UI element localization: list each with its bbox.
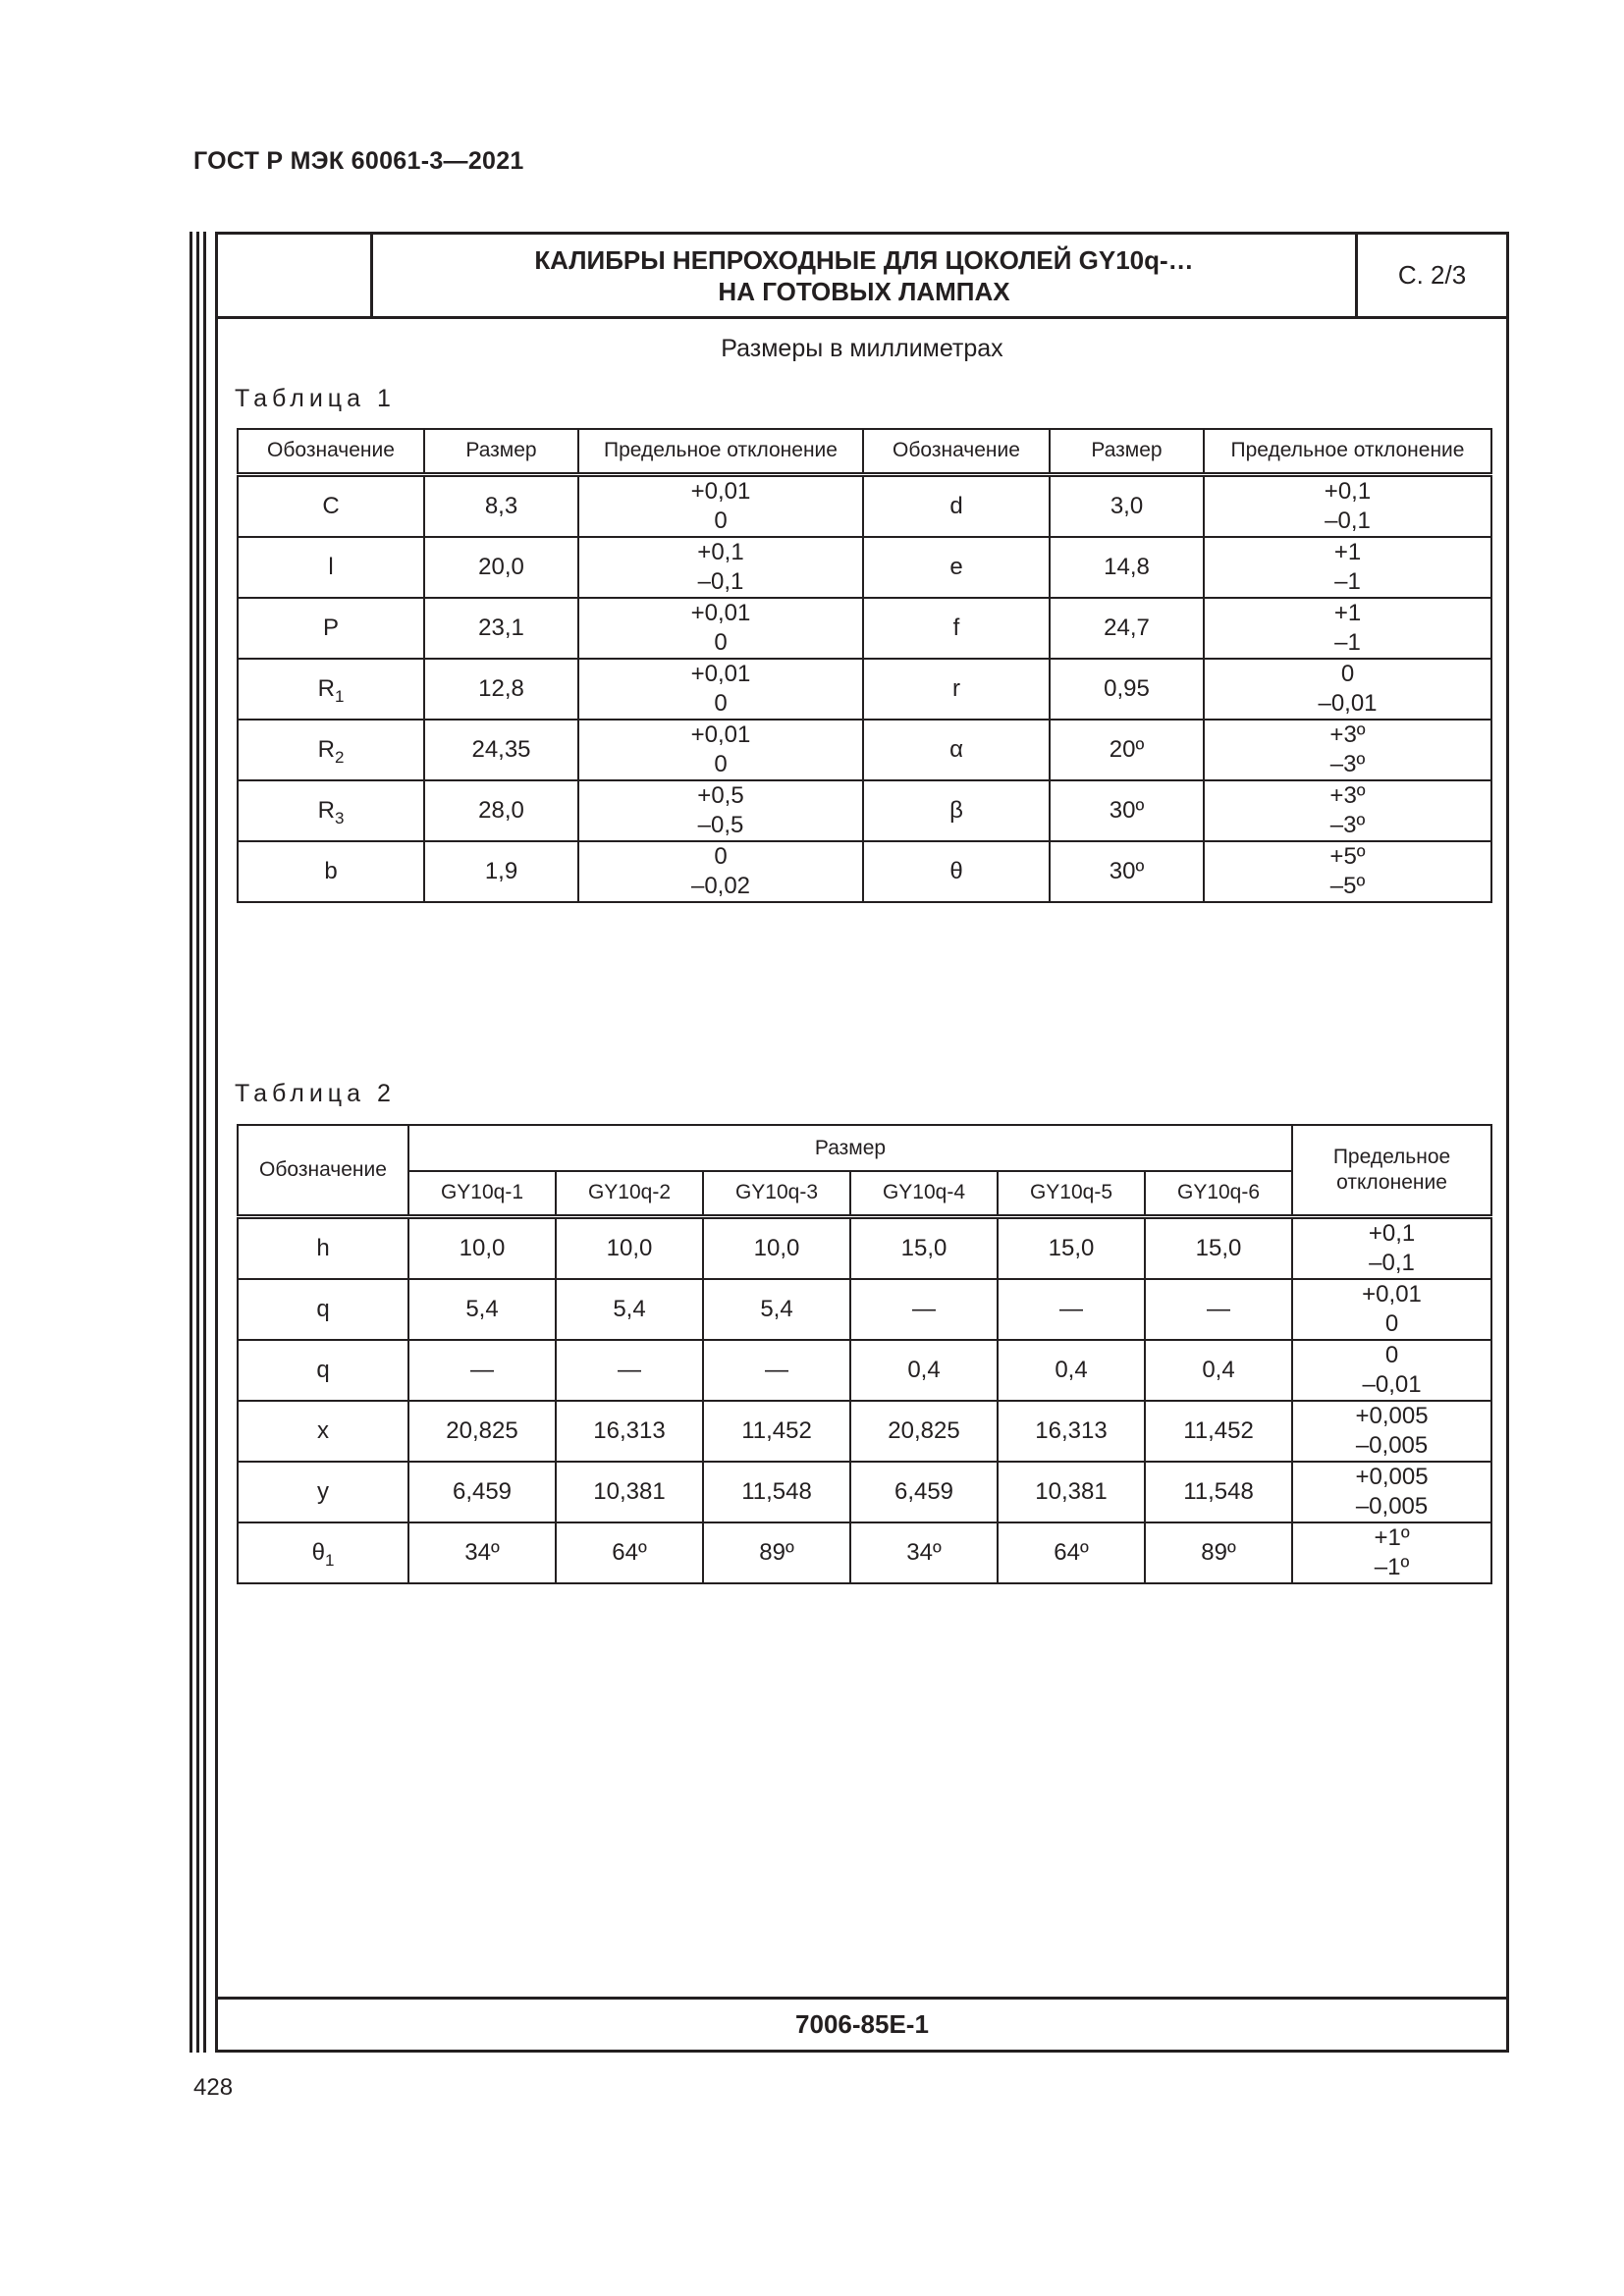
tolerance-cell (578, 659, 863, 720)
table-row (238, 1462, 1491, 1522)
upper-deviation: 0 (1340, 660, 1355, 687)
table-row (238, 1340, 1491, 1401)
size-cell: — (556, 1340, 703, 1401)
size-cell: 0,4 (998, 1340, 1145, 1401)
lower-deviation: –0,005 (1355, 1492, 1429, 1520)
size-cell: 89º (1145, 1522, 1292, 1583)
size-cell: — (1145, 1279, 1292, 1340)
lower-deviation: –1º (1374, 1553, 1410, 1580)
upper-deviation: +0,01 (690, 599, 751, 626)
size-cell: 0,4 (850, 1340, 998, 1401)
designation-cell: β (863, 780, 1050, 841)
tolerance-cell (1204, 474, 1491, 537)
cap-type-header: GY10q-3 (703, 1171, 850, 1216)
cap-type-header: GY10q-5 (998, 1171, 1145, 1216)
designation-subscript: 3 (334, 808, 345, 828)
size-cell: 5,4 (408, 1279, 556, 1340)
designation-subscript: 2 (334, 747, 345, 767)
table-row (238, 720, 1491, 780)
size-cell: 20º (1050, 720, 1204, 780)
cap-type-header: GY10q-2 (556, 1171, 703, 1216)
size-cell: 15,0 (998, 1216, 1145, 1279)
size-cell: 5,4 (556, 1279, 703, 1340)
table-row (238, 1279, 1491, 1340)
designation-symbol: y (317, 1477, 329, 1505)
size-cell: — (998, 1279, 1145, 1340)
table1-header-designation-2: Обозначение (863, 429, 1050, 474)
size-cell: 8,3 (424, 474, 578, 537)
table2-header-designation: Обозначение (238, 1125, 408, 1216)
table1-caption: Таблица 1 (235, 385, 396, 412)
lower-deviation: –0,1 (1369, 1249, 1415, 1276)
lower-deviation: –5º (1329, 872, 1366, 899)
designation-symbol: l (328, 553, 334, 580)
table1-header-tolerance: Предельное отклонение (578, 429, 863, 474)
lower-deviation: –0,1 (1325, 507, 1371, 534)
upper-deviation: +1 (1333, 599, 1362, 626)
size-cell: 15,0 (1145, 1216, 1292, 1279)
tolerance-cell (578, 537, 863, 598)
size-cell: 28,0 (424, 780, 578, 841)
size-cell: 10,381 (556, 1462, 703, 1522)
lower-deviation: –0,005 (1355, 1431, 1429, 1459)
designation-symbol: q (316, 1356, 330, 1383)
size-cell: 6,459 (408, 1462, 556, 1522)
table2-caption: Таблица 2 (235, 1080, 396, 1107)
designation-symbol: q (316, 1295, 330, 1322)
upper-deviation: 0 (1384, 1341, 1399, 1368)
size-cell: 10,0 (556, 1216, 703, 1279)
upper-deviation: +0,1 (1368, 1219, 1416, 1247)
designation-cell: θ (863, 841, 1050, 902)
upper-deviation: +0,01 (690, 660, 751, 687)
lower-deviation: 0 (714, 689, 728, 717)
designation-symbol: h (316, 1234, 330, 1261)
upper-deviation: +0,01 (690, 477, 751, 505)
designation-cell (238, 841, 424, 902)
tolerance-cell (1204, 659, 1491, 720)
table1-header-size: Размер (424, 429, 578, 474)
upper-deviation: +0,005 (1355, 1463, 1429, 1490)
sheet-title-line2: НА ГОТОВЫХ ЛАМПАХ (718, 276, 1010, 306)
size-cell: 34º (850, 1522, 998, 1583)
upper-deviation: +3º (1329, 781, 1366, 809)
designation-cell (238, 598, 424, 659)
lower-deviation: –0,1 (697, 567, 744, 595)
size-cell: — (408, 1340, 556, 1401)
size-cell: 24,35 (424, 720, 578, 780)
tolerance-cell (578, 841, 863, 902)
tolerance-cell (1292, 1279, 1491, 1340)
cap-type-header: GY10q-1 (408, 1171, 556, 1216)
units-note: Размеры в миллиметрах (721, 335, 1003, 362)
tolerance-cell (578, 598, 863, 659)
lower-deviation: –0,01 (1362, 1370, 1422, 1398)
designation-subscript: 1 (324, 1550, 335, 1570)
size-cell: 12,8 (424, 659, 578, 720)
sheet-title-line1: КАЛИБРЫ НЕПРОХОДНЫЕ ДЛЯ ЦОКОЛЕЙ GY10q-… (534, 244, 1194, 275)
size-cell: 3,0 (1050, 474, 1204, 537)
lower-deviation: 0 (714, 750, 728, 777)
size-cell: 0,4 (1145, 1340, 1292, 1401)
size-cell: 16,313 (998, 1401, 1145, 1462)
tolerance-cell (1292, 1522, 1491, 1583)
designation-cell (238, 1279, 408, 1340)
designation-cell (238, 1462, 408, 1522)
designation-cell: d (863, 474, 1050, 537)
upper-deviation: +0,1 (1324, 477, 1372, 505)
title-block-empty-cell (218, 235, 373, 316)
size-cell: 89º (703, 1522, 850, 1583)
size-cell: 34º (408, 1522, 556, 1583)
designation-cell (238, 1522, 408, 1583)
data-sheet-frame (215, 232, 1509, 2053)
table-row (238, 659, 1491, 720)
size-cell: 20,825 (850, 1401, 998, 1462)
designation-cell (238, 720, 424, 780)
table-row (238, 474, 1491, 537)
designation-subscript: 1 (334, 686, 345, 706)
margin-rule-outer (189, 232, 192, 2053)
size-cell: 10,381 (998, 1462, 1145, 1522)
designation-cell: e (863, 537, 1050, 598)
lower-deviation: 0 (714, 507, 728, 534)
lower-deviation: –1 (1334, 628, 1361, 656)
cap-type-header: GY10q-6 (1145, 1171, 1292, 1216)
table-row (238, 1401, 1491, 1462)
table-row (238, 537, 1491, 598)
size-cell: 5,4 (703, 1279, 850, 1340)
size-cell: 20,825 (408, 1401, 556, 1462)
lower-deviation: –0,5 (697, 811, 744, 838)
table1-header-size-2: Размер (1050, 429, 1204, 474)
table2 (237, 1124, 1492, 1584)
size-cell: 20,0 (424, 537, 578, 598)
lower-deviation: –3º (1329, 811, 1366, 838)
size-cell: — (850, 1279, 998, 1340)
lower-deviation: –3º (1329, 750, 1366, 777)
size-cell: 11,452 (703, 1401, 850, 1462)
designation-cell (238, 659, 424, 720)
tolerance-cell (578, 780, 863, 841)
upper-deviation: +1 (1333, 538, 1362, 565)
designation-cell (238, 1401, 408, 1462)
tolerance-cell (578, 474, 863, 537)
size-cell: 11,548 (703, 1462, 850, 1522)
lower-deviation: –1 (1334, 567, 1361, 595)
designation-symbol: P (322, 614, 339, 641)
lower-deviation: –0,01 (1318, 689, 1378, 717)
size-cell: 6,459 (850, 1462, 998, 1522)
size-cell: 14,8 (1050, 537, 1204, 598)
designation-symbol: x (317, 1416, 329, 1444)
size-cell: 30º (1050, 780, 1204, 841)
margin-rule-middle (196, 232, 199, 2053)
upper-deviation: +0,1 (697, 538, 744, 565)
size-cell: 64º (998, 1522, 1145, 1583)
tolerance-cell (1292, 1340, 1491, 1401)
size-cell: 10,0 (408, 1216, 556, 1279)
upper-deviation: +3º (1329, 721, 1366, 748)
size-cell: 15,0 (850, 1216, 998, 1279)
table-row (238, 841, 1491, 902)
upper-deviation: +0,5 (697, 781, 744, 809)
size-cell: — (703, 1340, 850, 1401)
upper-deviation: +1º (1374, 1523, 1410, 1551)
designation-cell (238, 474, 424, 537)
sheet-number: С. 2/3 (1355, 235, 1506, 316)
sheet-title (373, 235, 1355, 316)
sheet-footer-code: 7006-85E-1 (218, 1997, 1506, 2050)
designation-symbol: b (324, 857, 338, 884)
size-cell: 10,0 (703, 1216, 850, 1279)
size-cell: 0,95 (1050, 659, 1204, 720)
designation-symbol: R (317, 796, 335, 824)
designation-cell (238, 780, 424, 841)
lower-deviation: 0 (1384, 1309, 1399, 1337)
designation-cell (238, 1340, 408, 1401)
cap-type-header: GY10q-4 (850, 1171, 998, 1216)
tolerance-cell (1292, 1401, 1491, 1462)
designation-symbol: C (322, 492, 340, 519)
size-cell: 16,313 (556, 1401, 703, 1462)
table2-header-size: Размер (408, 1125, 1292, 1171)
lower-deviation: 0 (714, 628, 728, 656)
upper-deviation: 0 (714, 842, 728, 870)
designation-cell (238, 537, 424, 598)
designation-cell: α (863, 720, 1050, 780)
size-cell: 30º (1050, 841, 1204, 902)
designation-cell (238, 1216, 408, 1279)
tolerance-cell (1292, 1462, 1491, 1522)
table-row (238, 598, 1491, 659)
page-number: 428 (193, 2074, 234, 2101)
upper-deviation: +0,01 (1362, 1280, 1422, 1308)
size-cell: 1,9 (424, 841, 578, 902)
size-cell: 23,1 (424, 598, 578, 659)
sheet-title-block (218, 235, 1506, 319)
upper-deviation: +0,01 (690, 721, 751, 748)
designation-cell: f (863, 598, 1050, 659)
tolerance-cell (1204, 841, 1491, 902)
table-row (238, 780, 1491, 841)
tolerance-cell (1292, 1216, 1491, 1279)
designation-cell: r (863, 659, 1050, 720)
table1-header-designation: Обозначение (238, 429, 424, 474)
margin-rule-inner (203, 232, 206, 2053)
tolerance-cell (578, 720, 863, 780)
table-row (238, 1522, 1491, 1583)
tolerance-cell (1204, 780, 1491, 841)
tolerance-cell (1204, 720, 1491, 780)
tolerance-cell (1204, 537, 1491, 598)
table1 (237, 428, 1492, 903)
table1-header-tolerance-2: Предельное отклонение (1204, 429, 1491, 474)
size-cell: 24,7 (1050, 598, 1204, 659)
designation-symbol: θ (311, 1538, 325, 1566)
size-cell: 11,452 (1145, 1401, 1292, 1462)
lower-deviation: –0,02 (690, 872, 751, 899)
table2-header-tolerance: Предельное отклонение (1292, 1125, 1491, 1216)
tolerance-cell (1204, 598, 1491, 659)
upper-deviation: +5º (1329, 842, 1366, 870)
table-row (238, 1216, 1491, 1279)
size-cell: 11,548 (1145, 1462, 1292, 1522)
document-standard-header: ГОСТ Р МЭК 60061-3—2021 (193, 147, 524, 175)
size-cell: 64º (556, 1522, 703, 1583)
upper-deviation: +0,005 (1355, 1402, 1429, 1429)
designation-symbol: R (317, 735, 335, 763)
designation-symbol: R (317, 674, 335, 702)
